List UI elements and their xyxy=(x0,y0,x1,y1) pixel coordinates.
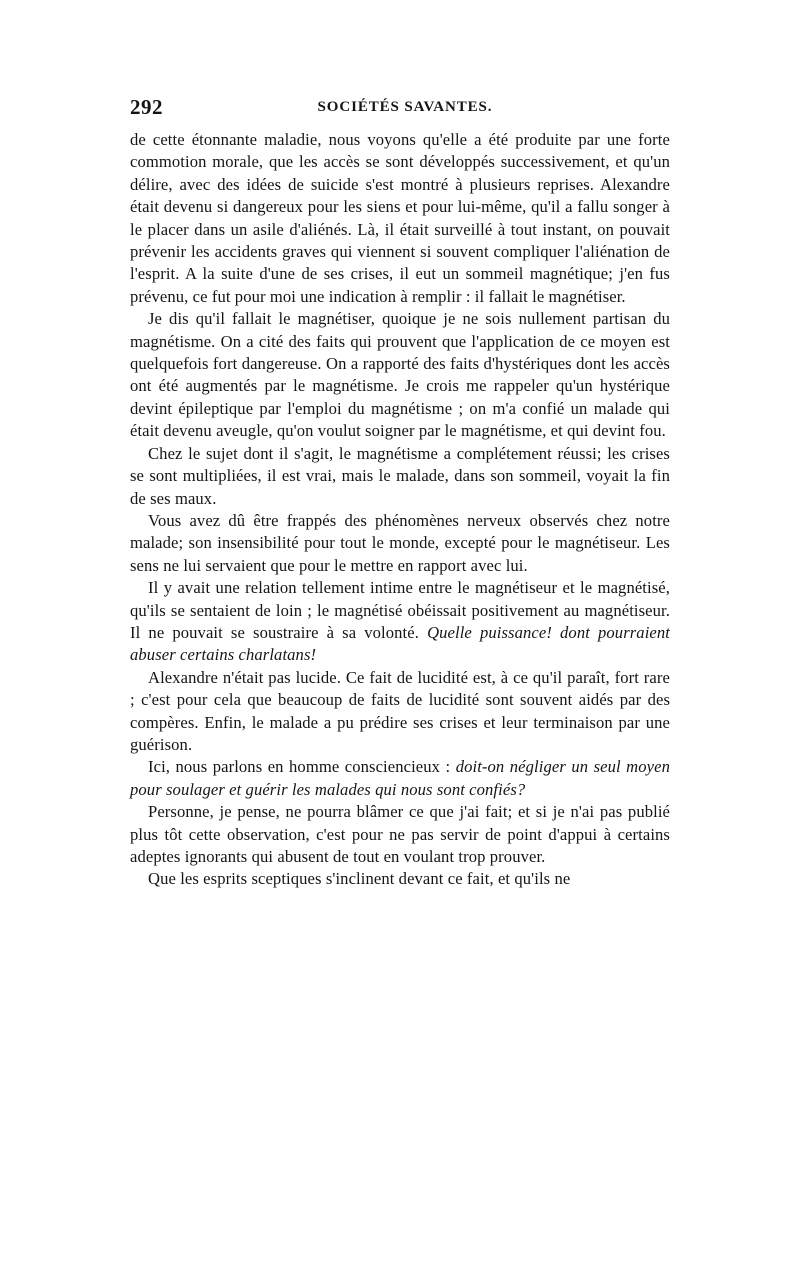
running-head xyxy=(130,93,670,121)
paragraph xyxy=(130,667,670,757)
paragraph xyxy=(130,756,670,801)
paragraph-text: Alexandre n'était pas lucide. Ce fait de lucidité est, à ce qu'il paraît, fort rare ; c'est pour cela que beaucoup de faits de lucidité sont souvent aidés par des compères. Enfin, le malade a pu prédire ses crises et leur terminaison par une guérison. xyxy=(130,667,670,754)
paragraph-text: Vous avez dû être frappés des phénomènes nerveux observés chez notre malade; son insensibilité pour tout le monde, excepté pour le magnétiseur. Les sens ne lui servaient que pour le mettre en rapport avec lui. xyxy=(130,510,670,575)
paragraph-text: Ici, nous parlons en homme consciencieux : xyxy=(148,757,456,777)
body-text xyxy=(130,129,670,891)
page-number: 292 xyxy=(130,95,163,119)
paragraph xyxy=(130,801,670,868)
italic-exclamation: Quelle puissance! dont pourraient abuser certains charlatans! xyxy=(130,622,670,665)
paragraph xyxy=(130,129,670,308)
paragraph xyxy=(130,510,670,577)
paragraph-text: de cette étonnante maladie, nous voyons qu'elle a été produite par une forte commotion morale, que les accès se sont développés successivement, et qu'un délire, avec des idées de suicide s'est montré à plusieurs reprises. Alexandre était devenu si dangereux pour les siens et pour lui-même, qu'il a fallu songer à le placer dans un asile d'aliénés. Là, il était surveillé à tout instant, on pouvait prévenir les accidents graves qui viennent si souvent compliquer l'aliénation de l'esprit. A la suite d'une de ses crises, il eut un sommeil magnétique; j'en fus prévenu, ce fut pour moi une indication à remplir : il fallait le magnétiser. xyxy=(130,130,670,306)
paragraph xyxy=(130,868,670,890)
paragraph-text: Chez le sujet dont il s'agit, le magnétisme a complétement réussi; les crises se sont multipliées, il est vrai, mais le malade, dans son sommeil, voyait la fin de ses maux. xyxy=(130,443,670,508)
paragraph-text: Je dis qu'il fallait le magnétiser, quoique je ne sois nullement partisan du magnétisme. On a cité des faits qui prouvent que l'application de ce moyen est quelquefois fort dangereuse. On a rapporté des faits d'hystériques dont les accès ont été augmentés par le magnétisme. Je crois me rappeler qu'un hystérique devint épileptique par l'emploi du magnétisme ; on m'a confié un malade qui était devenu aveugle, qu'on voulut soigner par le magnétisme, et qui devint fou. xyxy=(130,309,670,441)
paragraph xyxy=(130,443,670,510)
paragraph-text: Il y avait une relation tellement intime entre le magnétiseur et le magnétisé, qu'ils se sentaient de loin ; le magnétisé obéissait positivement au magnétiseur. Il ne pouvait se soustraire à sa volonté. xyxy=(130,578,670,642)
paragraph xyxy=(130,577,670,667)
paragraph-text: Personne, je pense, ne pourra blâmer ce que j'ai fait; et si je n'ai pas publié plus tôt cette observation, c'est pour ne pas servir de point d'appui à certains adeptes ignorants qui abusent de tout en voulant trop prouver. xyxy=(130,802,670,866)
paragraph-text: Que les esprits sceptiques s'inclinent devant ce fait, et qu'ils ne xyxy=(148,869,571,889)
italic-question: doit-on négliger un seul moyen pour soulager et guérir les malades qui nous sont confiés? xyxy=(130,757,670,799)
running-title: SOCIÉTÉS SAVANTES. xyxy=(317,99,493,115)
paragraph xyxy=(130,308,670,442)
book-page xyxy=(130,93,670,891)
